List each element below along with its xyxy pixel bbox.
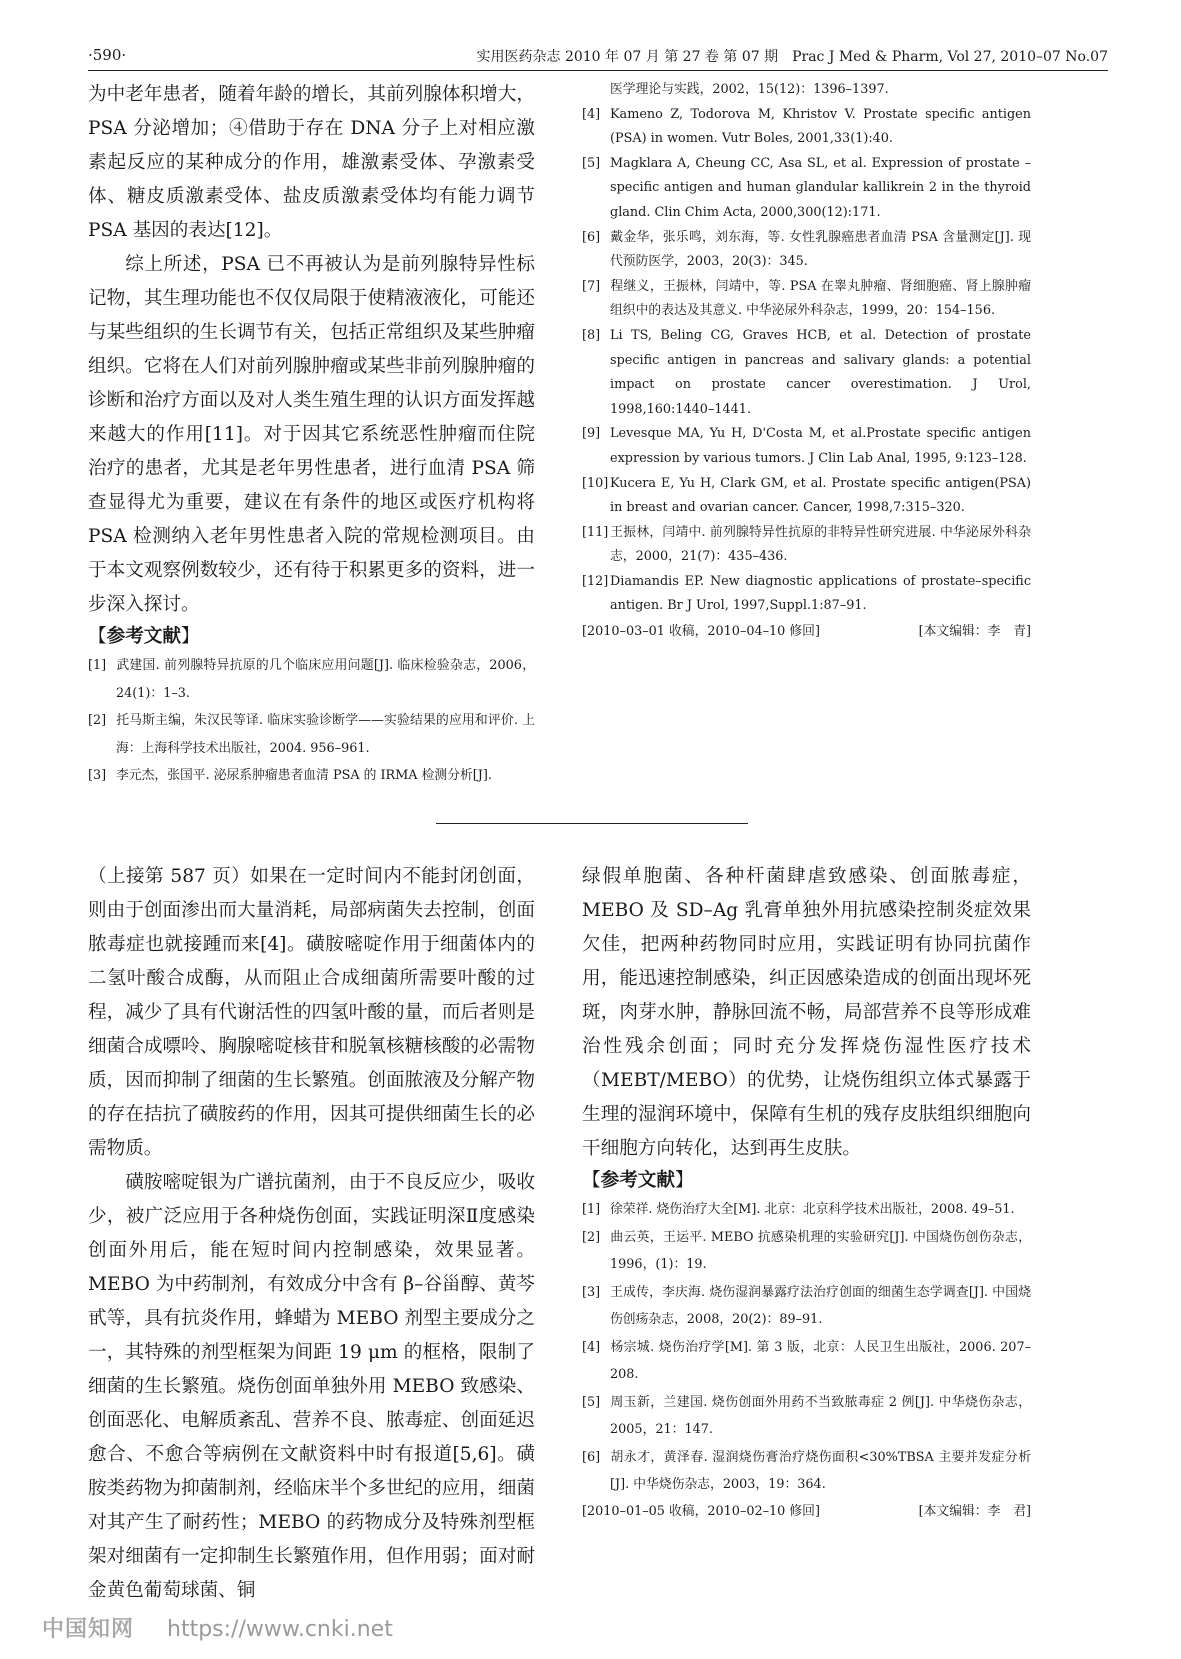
page-number: ·590· (88, 46, 127, 64)
editor-credit: [本文编辑：李 青] (918, 624, 1031, 640)
top-right-column (582, 78, 1031, 645)
received-dates: [2010–01–05 收稿，2010–02–10 修回] (582, 1503, 820, 1519)
references-heading: 【参考文献】 (582, 1170, 694, 1191)
body-paragraph: 绿假单胞菌、各种杆菌肆虐致感染、创面脓毒症，MEBO 及 SD–Ag 乳膏单独外用抗感染控制炎症效果欠佳，把两种药物同时应用，实践证明有协同抗菌作用，能迅速控制感染，纠正因感染造成的创面出现坏死斑，肉芽水肿，静脉回流不畅，局部营养不良等形成难治性残余创面；同时充分发挥烧伤湿性医疗技术（MEBT/MEBO）的优势，让烧伤组织立体式暴露于生理的湿润环境中，保障有生机的残存皮肤组织细胞向干细胞方向转化，达到再生皮肤。 (582, 866, 1031, 1159)
references-heading: 【参考文献】 (88, 626, 200, 647)
reference-item: [6] 戴金华，张乐鸣，刘东海，等. 女性乳腺癌患者血清 PSA 含量测定[J]. 现代预防医学，2003，20(3)：345. (582, 229, 1031, 270)
reference-item: [1] 徐荣祥. 烧伤治疗大全[M]. 北京：北京科学技术出版社，2008. 49–51. (582, 1202, 1015, 1217)
body-paragraph: 综上所述，PSA 已不再被认为是前列腺特异性标记物，其生理功能也不仅仅局限于使精液液化，可能还与某些组织的生长调节有关，包括正常组织及某些肿瘤组织。它将在人们对前列腺肿瘤或某些非前列腺肿瘤的诊断和治疗方面以及对人类生殖生理的认识方面发挥越来越大的作用[11]。对于因其它系统恶性肿瘤而住院治疗的患者，尤其是老年男性患者，进行血清 PSA 筛查显得尤为重要，建议在有条件的地区或医疗机构将 PSA 检测纳入老年男性患者入院的常规检测项目。由于本文观察例数较少，还有待于积累更多的资料，进一步深入探讨。 (88, 254, 535, 615)
header-rule (88, 70, 1108, 71)
reference-item: [8] Li TS, Beling CG, Graves HCB, et al. Detection of prostate specific antigen in pancreas and salivary glands: a potential impact on prostate cancer overestimation. J Urol, 1998,160:1440–1441. (582, 327, 1031, 417)
article-separator (436, 823, 748, 824)
bottom-right-column (582, 860, 1031, 1525)
body-paragraph: 为中老年患者，随着年龄的增长，其前列腺体积增大，PSA 分泌增加；④借助于存在 DNA 分子上对相应激素起反应的某种成分的作用，雄激素受体、孕激素受体、糖皮质激素受体、盐皮质激素受体均有能力调节 PSA 基因的表达[12]。 (88, 84, 535, 241)
top-left-column (88, 78, 535, 790)
reference-item: [12] Diamandis EP. New diagnostic applications of prostate–specific antigen. Br J Urol, 1997,Suppl.1:87–91. (582, 573, 1031, 614)
editor-credit: [本文编辑：李 君] (918, 1503, 1031, 1519)
cnki-url[interactable]: https://www.cnki.net (167, 1617, 393, 1642)
reference-continuation: 医学理论与实践，2002，15(12)：1396–1397. (610, 82, 889, 97)
running-header (88, 44, 1108, 70)
body-paragraph: 磺胺嘧啶银为广谱抗菌剂，由于不良反应少，吸收少，被广泛应用于各种烧伤创面，实践证明深Ⅱ度感染创面外用后，能在短时间内控制感染，效果显著。MEBO 为中药制剂，有效成分中含有 β–谷甾醇、黄芩甙等，具有抗炎作用，蜂蜡为 MEBO 剂型主要成分之一，其特殊的剂型框架为间距 19 μm 的框格，限制了细菌的生长繁殖。烧伤创面单独外用 MEBO 致感染、创面恶化、电解质紊乱、营养不良、脓毒症、创面延迟愈合、不愈合等病例在文献资料中时有报道[5,6]。磺胺类药物为抑菌制剂，经临床半个多世纪的应用，细菌对其产生了耐药性；MEBO 的药物成分及特殊剂型框架对细菌有一定抑制生长繁殖作用，但作用弱；面对耐金黄色葡萄球菌、铜 (88, 1172, 536, 1601)
reference-item: [11] 王振林，闫靖中. 前列腺特异性抗原的非特异性研究进展. 中华泌尿外科杂志，2000，21(7)：435–436. (582, 524, 1031, 565)
received-line (582, 619, 1031, 645)
cnki-watermark (42, 1612, 393, 1643)
body-paragraph: （上接第 587 页）如果在一定时间内不能封闭创面，则由于创面渗出而大量消耗，局部病菌失去控制，创面脓毒症也就接踵而来[4]。磺胺嘧啶作用于细菌体内的二氢叶酸合成酶，从而阻止合成细菌所需要叶酸的过程，减少了具有代谢活性的四氢叶酸的量，而后者则是细菌合成嘌呤、胸腺嘧啶核苷和脱氧核糖核酸的必需物质，因而抑制了细菌的生长繁殖。创面脓液及分解产物的存在拮抗了磺胺药的作用，因其可提供细菌生长的必需物质。 (88, 866, 535, 1159)
received-dates: [2010–03–01 收稿，2010–04–10 修回] (582, 624, 820, 640)
received-line (582, 1499, 1031, 1525)
reference-item: [3] 李元杰，张国平. 泌尿系肿瘤患者血清 PSA 的 IRMA 检测分析[J]. (88, 768, 492, 783)
reference-item: [3] 王成传，李庆海. 烧伤湿润暴露疗法治疗创面的细菌生态学调查[J]. 中国烧伤创疡杂志，2008，20(2)：89–91. (582, 1284, 1031, 1327)
reference-item: [7] 程继义，王振林，闫靖中，等. PSA 在睾丸肿瘤、肾细胞癌、肾上腺肿瘤组织中的表达及其意义. 中华泌尿外科杂志，1999，20：154–156. (582, 278, 1031, 319)
reference-item: [5] 周玉新，兰建国. 烧伤创面外用药不当致脓毒症 2 例[J]. 中华烧伤杂志，2005，21：147. (582, 1394, 1031, 1437)
reference-item: [9] Levesque MA, Yu H, D'Costa M, et al.Prostate specific antigen expression by various tumors. J Clin Lab Anal, 1995, 9:123–128. (582, 426, 1031, 466)
reference-item: [4] Kameno Z, Todorova M, Khristov V. Prostate specific antigen (PSA) in women. Vutr Boles, 2001,33(1):40. (582, 106, 1031, 147)
reference-item: [2] 托马斯主编，朱汉民等译. 临床实验诊断学——实验结果的应用和评价. 上海：上海科学技术出版社，2004. 956–961. (88, 713, 535, 756)
bottom-left-column (88, 860, 535, 1608)
reference-item: [2] 曲云英，王运平. MEBO 抗感染机理的实验研究[J]. 中国烧伤创伤杂志，1996，(1)：19. (582, 1229, 1031, 1272)
reference-item: [6] 胡永才，黄泽春. 湿润烧伤膏治疗烧伤面积<30%TBSA 主要并发症分析[J]. 中华烧伤杂志，2003，19：364. (582, 1449, 1031, 1492)
reference-item: [10] Kucera E, Yu H, Clark GM, et al. Prostate specific antigen(PSA) in breast and ovarian cancer. Cancer, 1998,7:315–320. (582, 475, 1031, 516)
cnki-logo: 中国知网 (42, 1617, 135, 1642)
journal-info: 实用医药杂志 2010 年 07 月 第 27 卷 第 07 期 Prac J Med & Pharm, Vol 27, 2010–07 No.07 (476, 49, 1108, 65)
reference-item: [4] 杨宗城. 烧伤治疗学[M]. 第 3 版，北京：人民卫生出版社，2006. 207–208. (582, 1339, 1031, 1382)
reference-item: [5] Magklara A, Cheung CC, Asa SL, et al. Expression of prostate –specific antigen and human glandular kallikrein 2 in the thyroid gland. Clin Chim Acta, 2000,300(12):171. (582, 155, 1031, 220)
reference-item: [1] 武建国. 前列腺特异抗原的几个临床应用问题[J]. 临床检验杂志，2006，24(1)：1–3. (88, 658, 535, 701)
